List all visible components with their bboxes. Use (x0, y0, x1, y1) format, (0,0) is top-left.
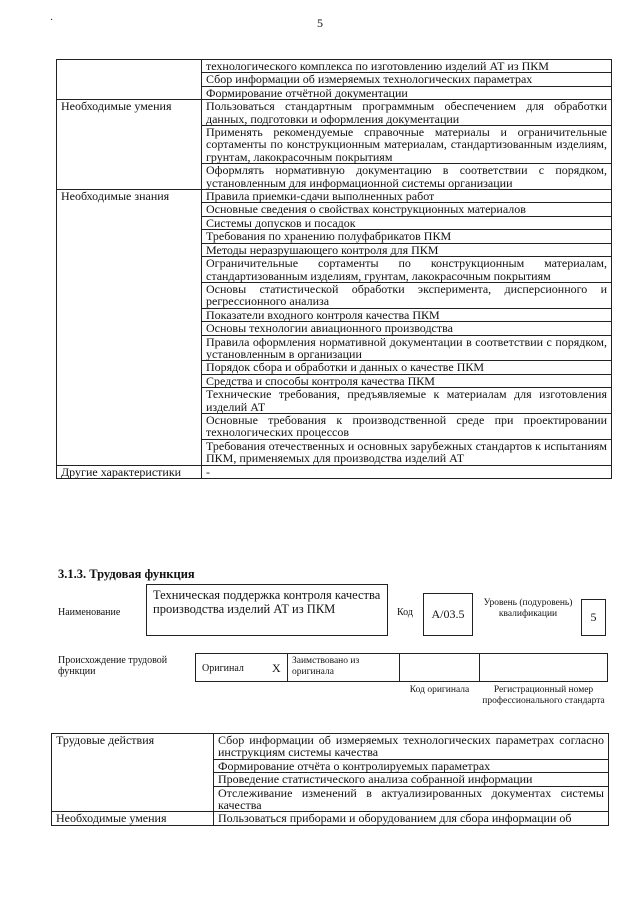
table-row (52, 812, 609, 825)
reg-number-label: Регистрационный номер профессионального стандарта (482, 685, 605, 706)
origin-label: Происхождение трудовой функции (58, 655, 168, 677)
row-header: Необходимые умения (57, 100, 202, 190)
list-item: Показатели входного контроля качества ПКМ (202, 308, 612, 321)
characteristics-table (56, 59, 612, 479)
list-item: Сбор информации об измеряемых технологических параметрах согласно инструкциям системы качества (214, 734, 609, 760)
table-row (57, 100, 612, 126)
list-item: Оформлять нормативную документацию в соответствии с порядком, установленным для информационной системы организации (202, 164, 612, 190)
row-header: Другие характеристики (57, 465, 202, 478)
list-item: - (202, 465, 612, 478)
list-item: Основные требования к производственной среде при проектировании технологических процессов (202, 413, 612, 439)
scan-speck: · (50, 15, 54, 26)
row-header: Необходимые знания (57, 190, 202, 466)
name-label: Наименование (58, 607, 121, 618)
table-row (57, 60, 612, 73)
table-row (57, 465, 612, 478)
list-item: Правила приемки-сдачи выполненных работ (202, 190, 612, 203)
list-item: Проведение статистического анализа собранной информации (214, 773, 609, 786)
list-item: Формирование отчётной документации (202, 86, 612, 99)
code-label: Код (397, 607, 413, 618)
list-item: Порядок сбора и обработки и данных о качестве ПКМ (202, 361, 612, 374)
list-item: Сбор информации об измеряемых технологических параметрах (202, 73, 612, 86)
level-box (581, 599, 606, 636)
list-item: Ограничительные сортаменты по конструкционным материалам, стандартизованным изделиям, грунтам, лакокрасочным покрытиям (202, 257, 612, 283)
list-item: Отслеживание изменений в актуализированных документах системы качества (214, 786, 609, 812)
code-original-label: Код оригинала (409, 685, 470, 695)
function-name-box (146, 584, 388, 636)
level-value: 5 (590, 610, 597, 624)
code-box (423, 593, 473, 636)
list-item: Формирование отчёта о контролируемых параметрах (214, 759, 609, 772)
original-label: Оригинал (202, 663, 244, 674)
list-item: Системы допусков и посадок (202, 216, 612, 229)
borrowed-cell (287, 653, 400, 682)
list-item: Применять рекомендуемые справочные материалы и ограничительные сортаменты по конструкционным материалам, стандартизованным изделиям, грунтам, лакокрасочным покрытиям (202, 126, 612, 164)
list-item: Основы технологии авиационного производства (202, 322, 612, 335)
section-title: 3.1.3. Трудовая функция (58, 567, 195, 581)
original-cell (195, 653, 288, 682)
row-header: Трудовые действия (52, 734, 214, 812)
page-number: 5 (317, 16, 323, 30)
list-item: Пользоваться стандартным программным обеспечением для обработки данных, подготовки и оформления документации (202, 100, 612, 126)
original-mark: X (272, 661, 281, 675)
reg-number-cell (479, 653, 608, 682)
list-item: Технические требования, предъявляемые к материалам для изготовления изделий АТ (202, 388, 612, 414)
list-item: Средства и способы контроля качества ПКМ (202, 374, 612, 387)
borrowed-label: Заимствовано из оригинала (292, 656, 360, 677)
labor-actions-table (51, 733, 609, 826)
level-label: Уровень (подуровень) квалификации (483, 598, 573, 619)
row-header: Необходимые умения (52, 812, 214, 825)
code-original-cell (399, 653, 480, 682)
list-item: Правила оформления нормативной документации в соответствии с порядком, установленным в организации (202, 335, 612, 361)
table-row (52, 734, 609, 760)
list-item: Пользоваться приборами и оборудованием для сбора информации об (214, 812, 609, 825)
list-item: Требования по хранению полуфабрикатов ПКМ (202, 230, 612, 243)
list-item: Основы статистической обработки эксперимента, дисперсионного и регрессионного анализа (202, 282, 612, 308)
list-item: Требования отечественных и основных зарубежных стандартов к испытаниям ПКМ, применяемых для производства изделий АТ (202, 439, 612, 465)
list-item: Методы неразрушающего контроля для ПКМ (202, 243, 612, 256)
list-item: технологического комплекса по изготовлению изделий АТ из ПКМ (202, 60, 612, 73)
list-item: Основные сведения о свойствах конструкционных материалов (202, 203, 612, 216)
function-name: Техническая поддержка контроля качества производства изделий АТ из ПКМ (153, 588, 381, 616)
table-row (57, 190, 612, 203)
code-value: А/03.5 (431, 607, 465, 621)
row-header (57, 60, 202, 100)
